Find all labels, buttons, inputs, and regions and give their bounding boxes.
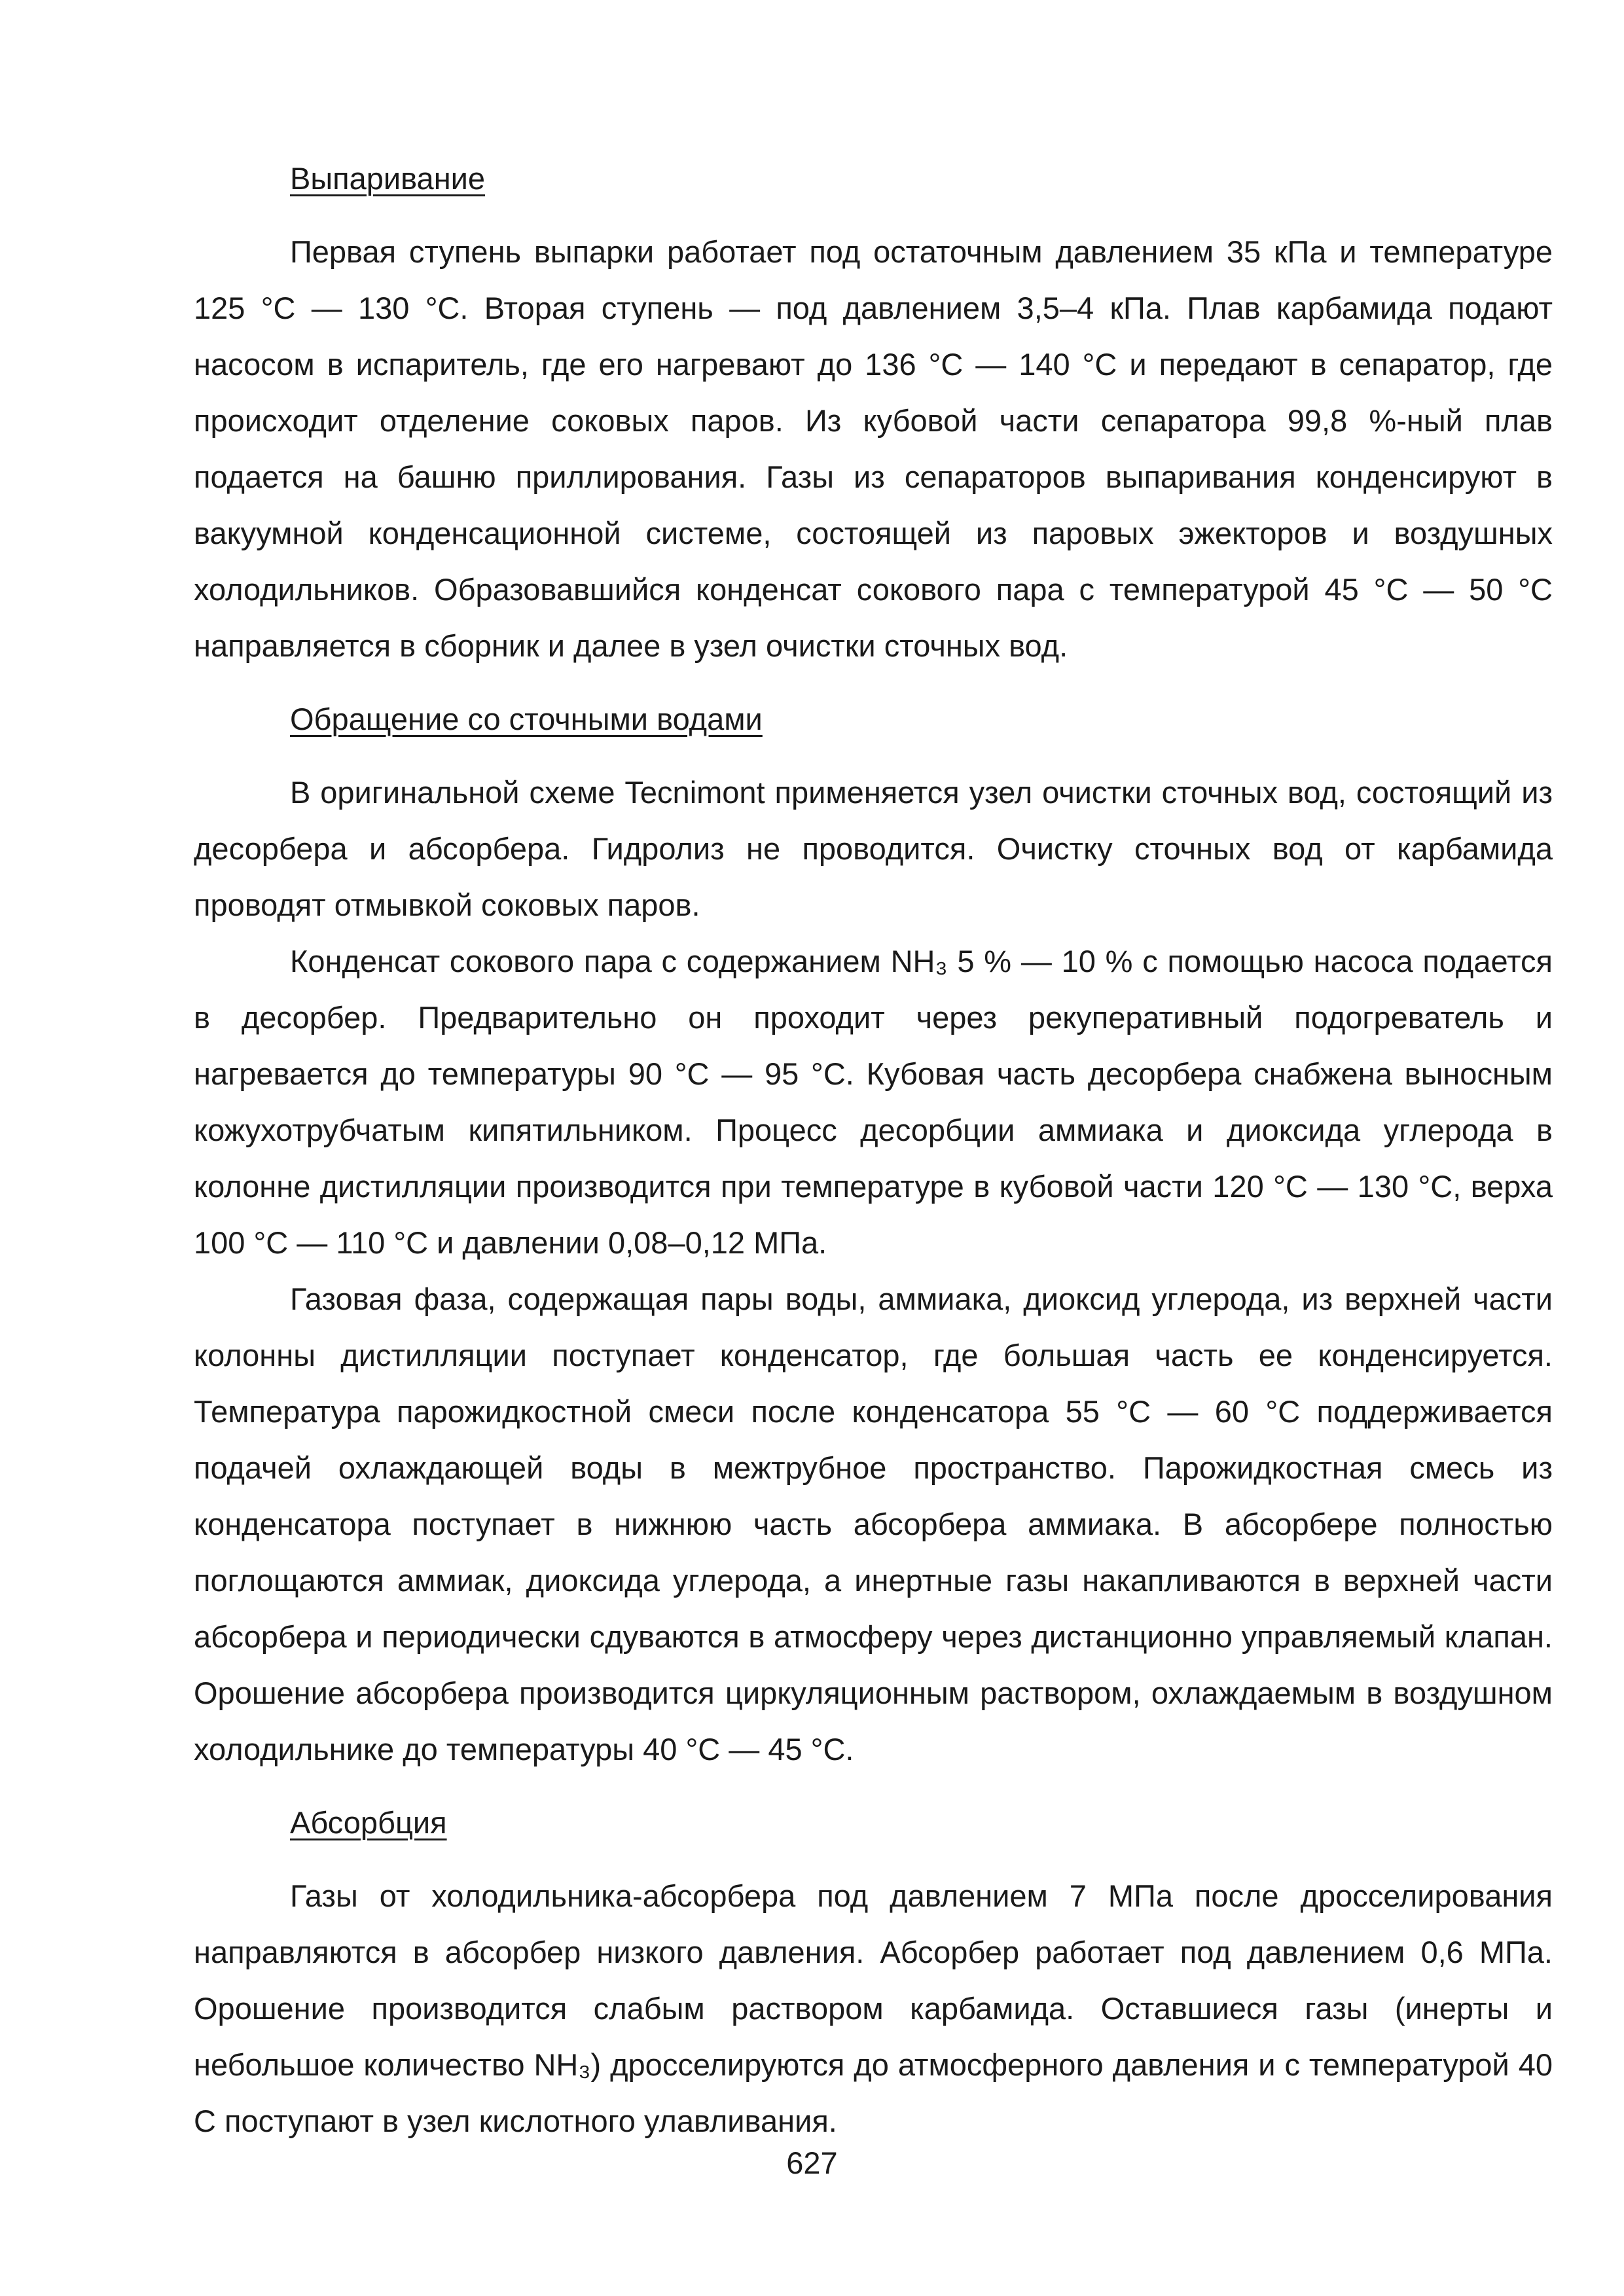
section-heading: Обращение со сточными водами	[290, 702, 763, 736]
paragraph: В оригинальной схеме Tecnimont применяется узел очистки сточных вод, состоящий из десорбера и абсорбера. Гидролиз не проводится. Очистку сточных вод от карбамида проводят отмывкой соковых паров.	[194, 775, 1553, 922]
document-page	[194, 151, 1553, 2149]
paragraph: Конденсат сокового пара с содержанием NH₃ 5 % — 10 % с помощью насоса подается в десорбер. Предварительно он проходит через рекуперативный подогреватель и нагревается до температуры 90 °С — 95 °С. Кубовая часть десорбера снабжена выносным кожухотрубчатым кипятильником. Процесс десорбции аммиака и диоксида углерода в колонне дистилляции производится при температуре в кубовой части 120 °С — 130 °С, верха 100 °С — 110 °С и давлении 0,08–0,12 МПа.	[194, 944, 1553, 1260]
paragraph: Газы от холодильника-абсорбера под давлением 7 МПа после дросселирования направляются в абсорбер низкого давления. Абсорбер работает под давлением 0,6 МПа. Орошение производится слабым раствором карбамида. Оставшиеся газы (инерты и небольшое количество NH₃) дросселируются до атмосферного давления и с температурой 40 С поступают в узел кислотного улавливания.	[194, 1878, 1553, 2138]
section-heading: Выпаривание	[290, 161, 486, 196]
page-number: 627	[786, 2145, 838, 2180]
section-absorption	[194, 1795, 1553, 2149]
section-heading: Абсорбция	[290, 1805, 447, 1840]
section-evaporation	[194, 151, 1553, 674]
paragraph: Газовая фаза, содержащая пары воды, аммиака, диоксид углерода, из верхней части колонны дистилляции поступает конденсатор, где большая часть ее конденсируется. Температура парожидкостной смеси после конденсатора 55 °С — 60 °С поддерживается подачей охлаждающей воды в межтрубное пространство. Парожидкостная смесь из конденсатора поступает в нижнюю часть абсорбера аммиака. В абсорбере полностью поглощаются аммиак, диоксида углерода, а инертные газы накапливаются в верхней части абсорбера и периодически сдуваются в атмосферу через дистанционно управляемый клапан. Орошение абсорбера производится циркуляционным раствором, охлаждаемым в воздушном холодильнике до температуры 40 °С — 45 °С.	[194, 1282, 1553, 1767]
paragraph: Первая ступень выпарки работает под остаточным давлением 35 кПа и температуре 125 °С — 130 °С. Вторая ступень — под давлением 3,5–4 кПа. Плав карбамида подают насосом в испаритель, где его нагревают до 136 °С — 140 °С и передают в сепаратор, где происходит отделение соковых паров. Из кубовой части сепаратора 99,8 %-ный плав подается на башню приллирования. Газы из сепараторов выпаривания конденсируют в вакуумной конденсационной системе, состоящей из паровых эжекторов и воздушных холодильников. Образовавшийся конденсат сокового пара с температурой 45 °С — 50 °С направляется в сборник и далее в узел очистки сточных вод.	[194, 234, 1553, 663]
section-wastewater	[194, 691, 1553, 1778]
